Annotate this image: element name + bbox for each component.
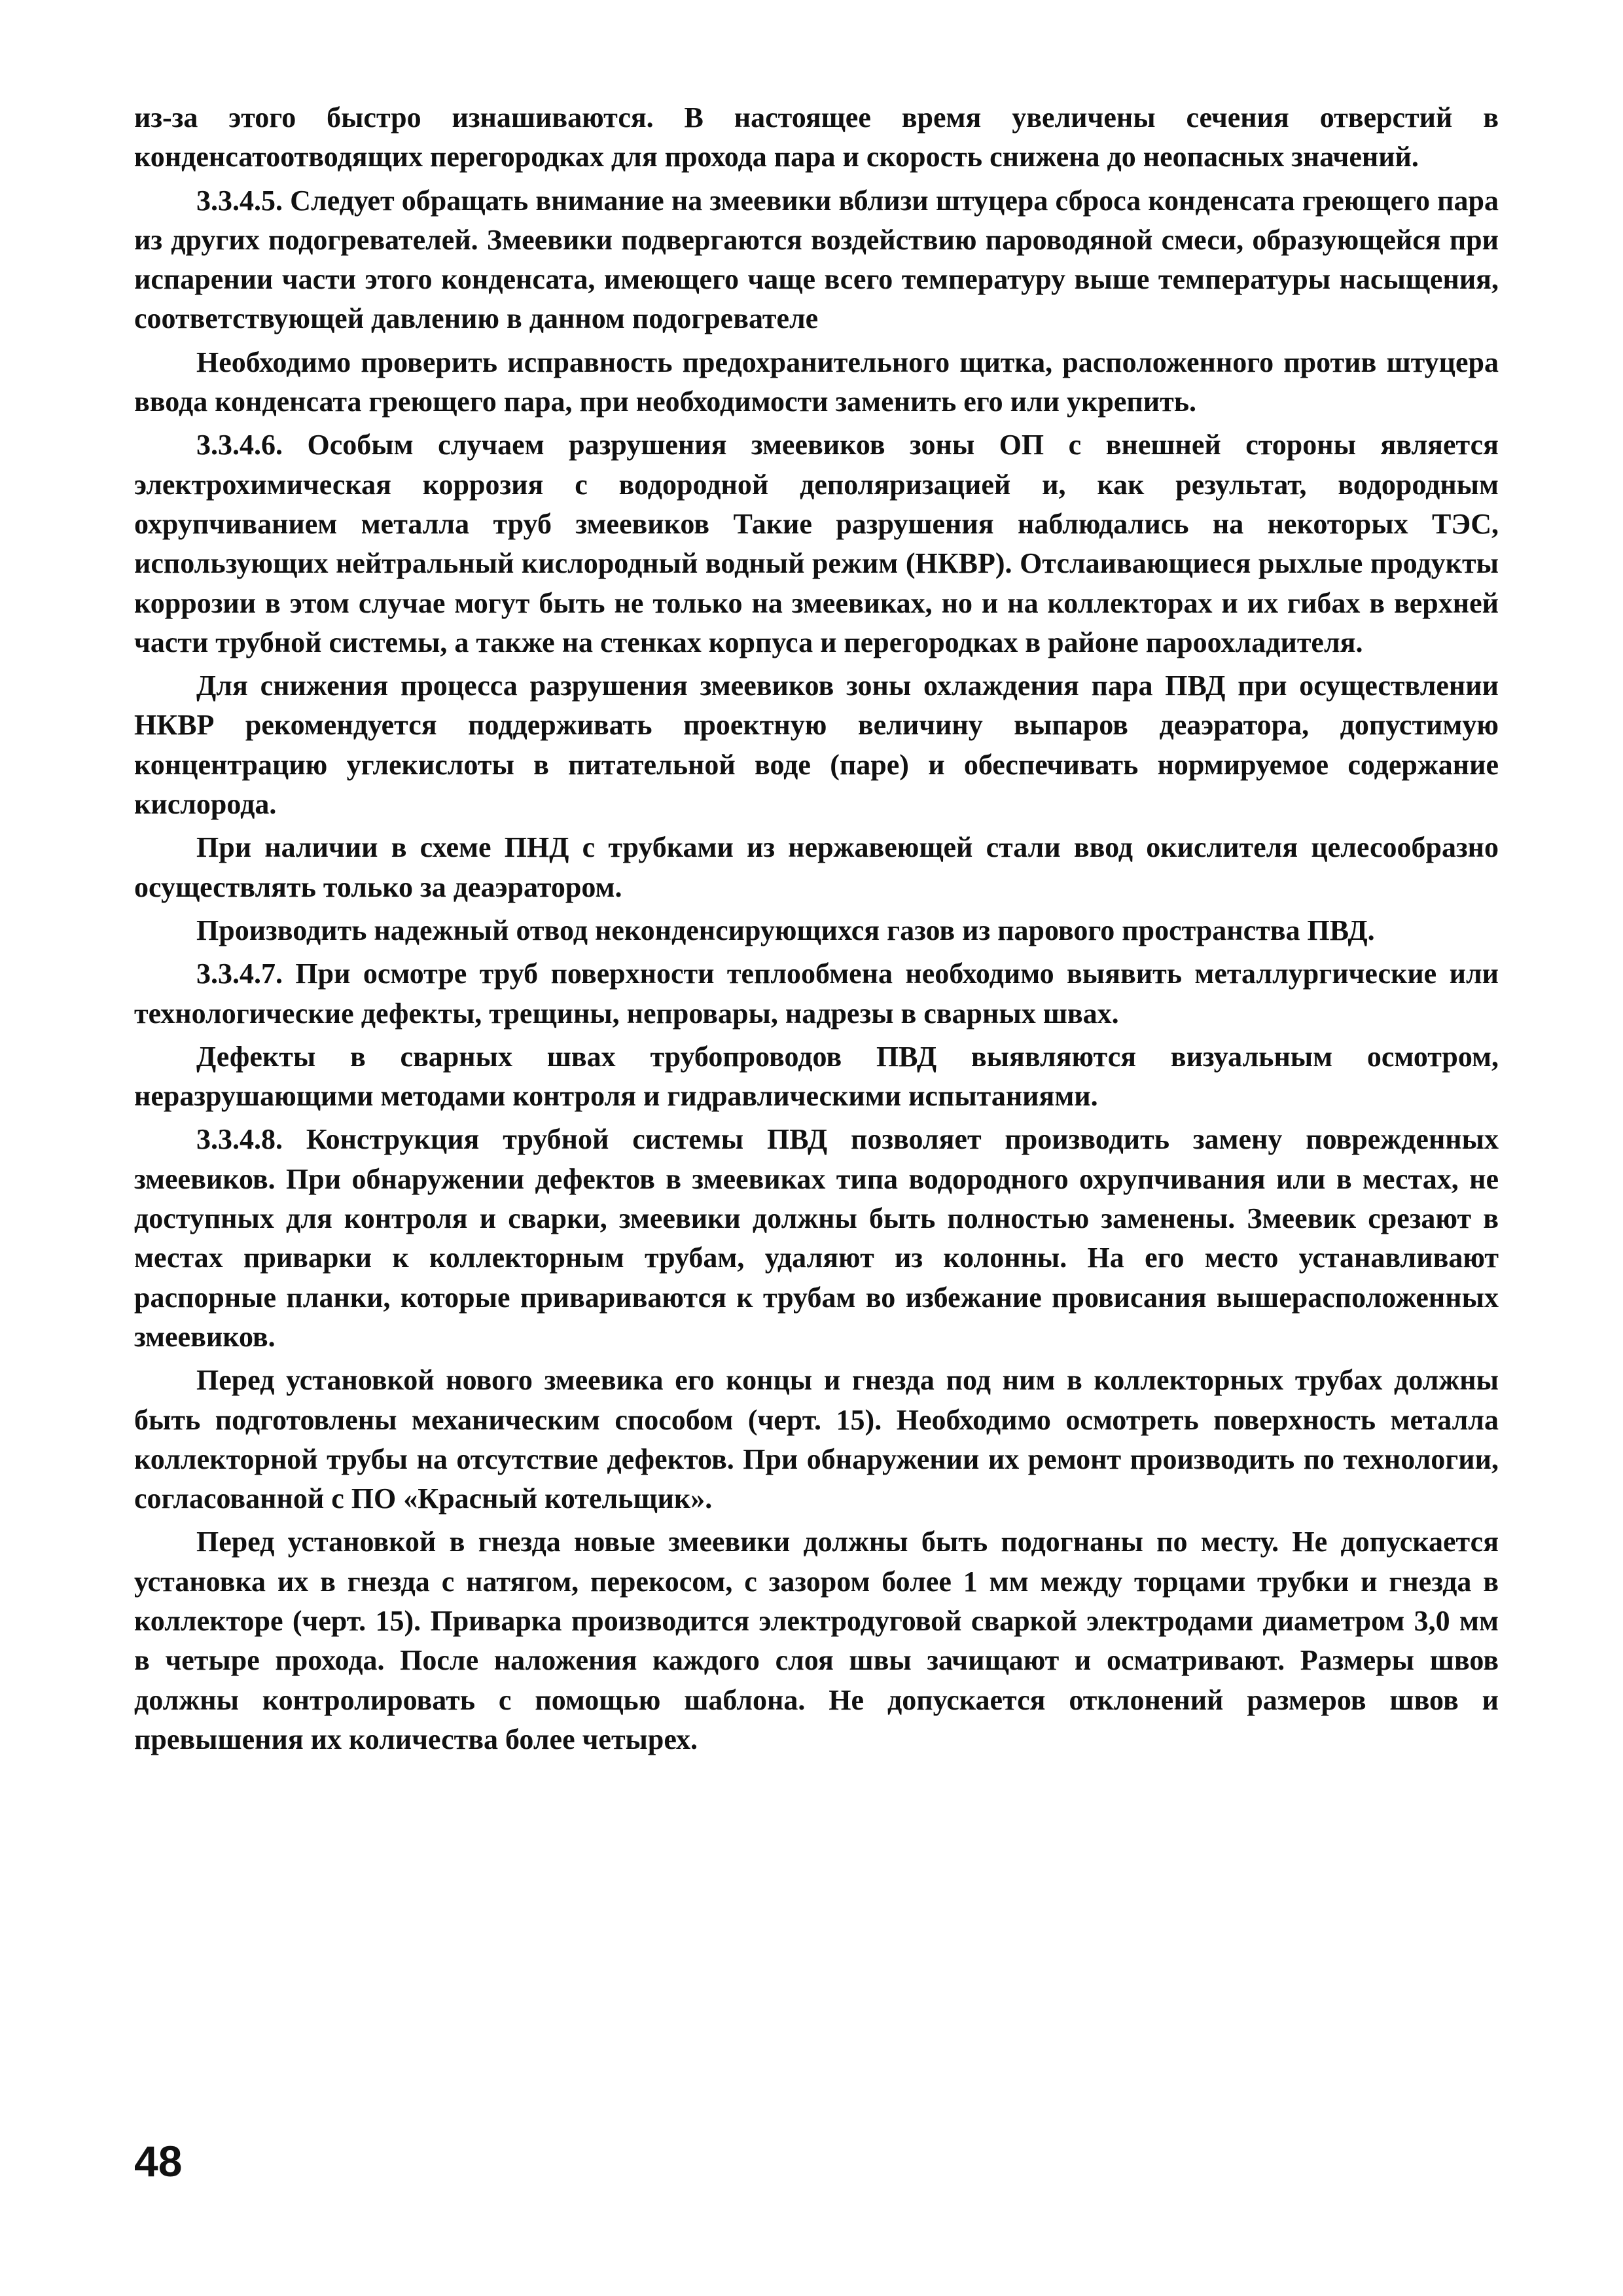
paragraph-shield-check: Необходимо проверить исправность предохранительного щитка, расположенного против штуцера ввода конденсата греющего пара, при необходимости заменить его или укрепить.: [134, 346, 1499, 418]
paragraph-nkvr-measures: Для снижения процесса разрушения змеевиков зоны охлаждения пара ПВД при осуществлении НКВР рекомендуется поддерживать проектную величину выпаров деаэратора, допустимую концентрацию углекислоты в питательной воде (паре) и обеспечивать нормируемое содержание кислорода.: [134, 670, 1499, 821]
paragraph-weld-defects: Дефекты в сварных швах трубопроводов ПВД выявляются визуальным осмотром, неразрушающими методами контроля и гидравлическими испытаниями.: [134, 1040, 1499, 1113]
paragraph-3-3-4-5: 3.3.4.5. Следует обращать внимание на змеевики вблизи штуцера сброса конденсата греющего пара из других подогревателей. Змеевики подвергаются воздействию пароводяной смеси, образующейся при испарении части этого конденсата, имеющего чаще всего температуру выше температуры насыщения, соответствующей давлению в данном подогревателе: [134, 184, 1499, 335]
paragraph-gas-removal: Производить надежный отвод неконденсирующихся газов из парового пространства ПВД.: [196, 914, 1375, 946]
paragraph-oxidizer-input: При наличии в схеме ПНД с трубками из нержавеющей стали ввод окислителя целесообразно осуществлять только за деаэратором.: [134, 831, 1499, 903]
paragraph-continuation: из-за этого быстро изнашиваются. В настоящее время увеличены сечения отверстий в конденсатоотводящих перегородках для прохода пара и скорость снижена до неопасных значений.: [134, 101, 1499, 173]
paragraph-3-3-4-6: 3.3.4.6. Особым случаем разрушения змеевиков зоны ОП с внешней стороны является электрохимическая коррозия с водородной деполяризацией и, как результат, водородным охрупчиванием металла труб змеевиков Такие разрушения наблюдались на некоторых ТЭС, использующих нейтральный кислородный водный режим (НКВР). Отслаивающиеся рыхлые продукты коррозии в этом случае могут быть не только на змеевиках, но и на коллекторах и их гибах в верхней части трубной системы, а также на стенках корпуса и перегородках в районе пароохладителя.: [134, 429, 1499, 658]
paragraph-coil-welding: Перед установкой в гнезда новые змеевики должны быть подогнаны по месту. Не допускается установка их в гнезда с натягом, перекосом, с зазором более 1 мм между торцами трубки и гнезда в коллекторе (черт. 15). Приварка производится электродуговой сваркой электродами диаметром 3,0 мм в четыре прохода. После наложения каждого слоя швы зачищают и осматривают. Размеры швов должны контролировать с помощью шаблона. Не допускается отклонений размеров швов и превышения их количества более четырех.: [134, 1526, 1499, 1755]
paragraph-3-3-4-8: 3.3.4.8. Конструкция трубной системы ПВД позволяет производить замену поврежденных змеевиков. При обнаружении дефектов в змеевиках типа водородного охрупчивания или в местах, не доступных для контроля и сварки, змеевики должны быть полностью заменены. Змеевик срезают в местах приварки к коллекторным трубам, удаляют из колонны. На его место устанавливают распорные планки, которые привариваются к трубам во избежание провисания вышерасположенных змеевиков.: [134, 1123, 1499, 1353]
paragraph-3-3-4-7: 3.3.4.7. При осмотре труб поверхности теплообмена необходимо выявить металлургические или технологические дефекты, трещины, непровары, надрезы в сварных швах.: [134, 958, 1499, 1030]
page-number: 48: [134, 2137, 183, 2185]
page-body: [134, 98, 1499, 1763]
paragraph-coil-installation-prep: Перед установкой нового змеевика его концы и гнезда под ним в коллекторных трубах должны быть подготовлены механическим способом (черт. 15). Необходимо осмотреть поверхность металла коллекторной трубы на отсутствие дефектов. При обнаружении их ремонт производить по технологии, согласованной с ПО «Красный котельщик».: [134, 1364, 1499, 1515]
